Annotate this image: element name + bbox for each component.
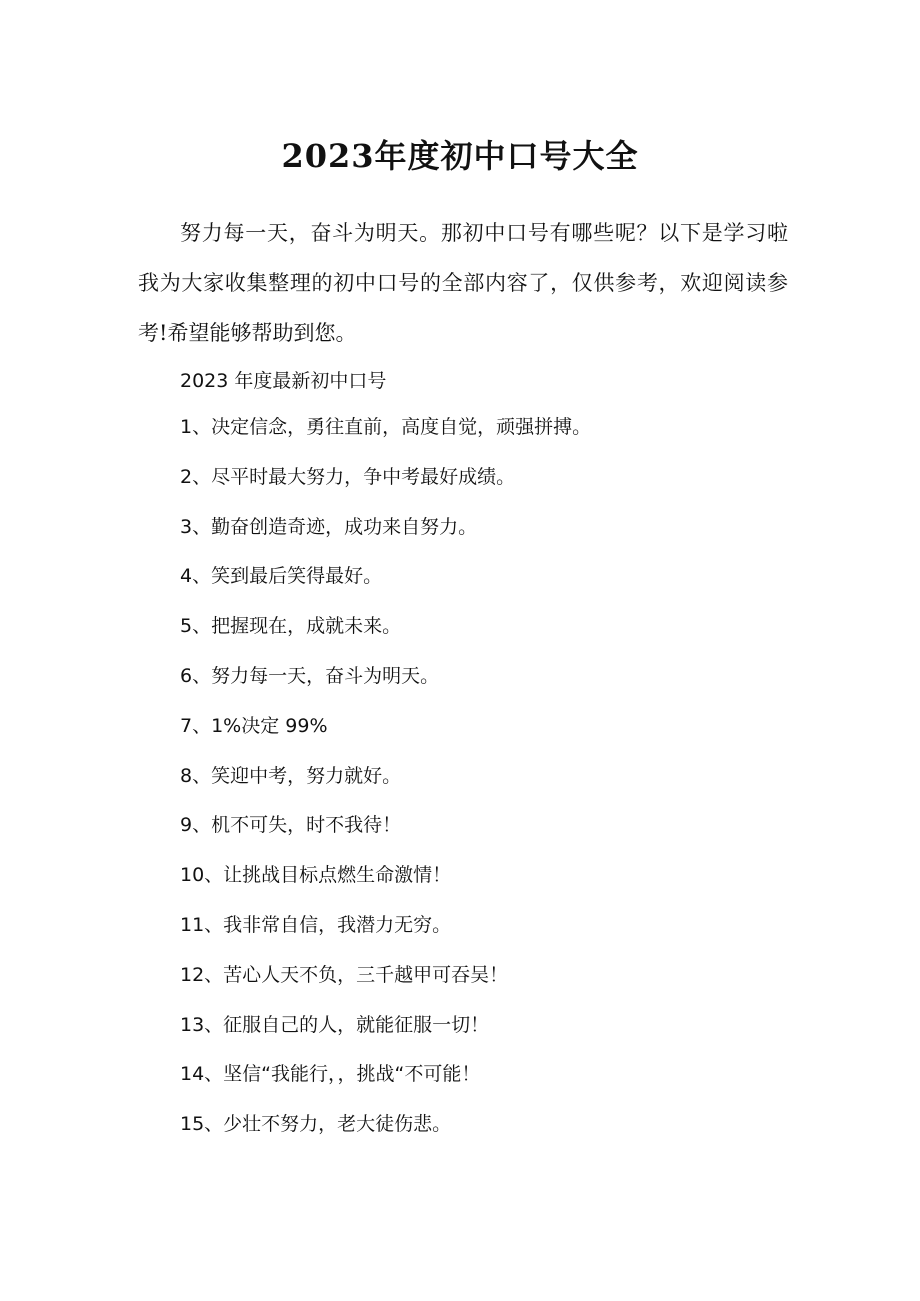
list-item: 8、笑迎中考，努力就好。: [180, 764, 402, 787]
list-item: 4、笑到最后笑得最好。: [180, 565, 383, 588]
list-item: 6、努力每一天，奋斗为明天。: [180, 664, 440, 687]
list-item: 12、苦心人天不负，三千越甲可吞吴！: [180, 963, 509, 986]
list-item: 1、决定信念，勇往直前，高度自觉，顽强拼搏。: [180, 416, 592, 438]
list-item: 3、勤奋创造奇迹，成功来自努力。: [180, 515, 478, 538]
list-item: 9、机不可失，时不我待！: [180, 814, 402, 837]
intro-paragraph: 努力每一天，奋斗为明天。那初中口号有哪些呢？以下是学习啦我为大家收集整理的初中口号的全部内容了，仅供参考，欢迎阅读参考!希望能够帮助到您。: [138, 221, 788, 345]
section-subheading: 2023 年度最新初中口号: [180, 370, 387, 392]
list-item: 5、把握现在，成就未来。: [180, 615, 402, 638]
list-item: 15、少壮不努力，老大徒伤悲。: [180, 1113, 452, 1136]
list-item: 10、让挑战目标点燃生命激情！: [180, 864, 452, 887]
document-title: 2023年度初中口号大全: [281, 137, 639, 175]
list-item: 7、1%决定 99%: [180, 714, 328, 737]
list-item: 13、征服自己的人，就能征服一切！: [180, 1013, 490, 1036]
list-item: 2、尽平时最大努力，争中考最好成绩。: [180, 465, 516, 488]
slogan-list: [180, 410, 591, 1157]
list-item: 14、坚信“我能行，，挑战“不可能！: [180, 1063, 481, 1086]
list-item: 11、我非常自信，我潜力无穷。: [180, 913, 452, 936]
